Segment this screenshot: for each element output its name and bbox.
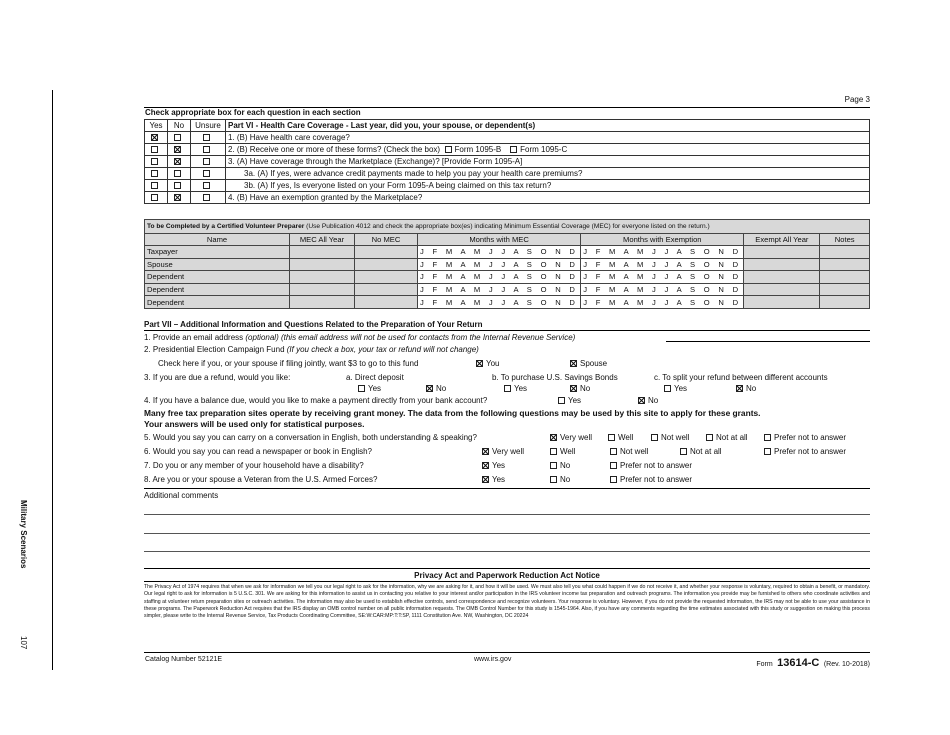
q7-1-note: (optional) (this email address will not be used for contacts from the Internal Revenue Service)	[245, 333, 576, 342]
mec-header-no-mec: No MEC	[355, 234, 418, 246]
bonds-yes-checkbox[interactable]	[504, 385, 511, 392]
deposit-yes-checkbox[interactable]	[358, 385, 365, 392]
split-yes-label: Yes	[674, 384, 688, 393]
veteran-yes-label: Yes	[492, 475, 506, 484]
read-well-checkbox[interactable]	[550, 448, 557, 455]
health-care-table	[144, 119, 870, 204]
disability-no-checkbox[interactable]	[550, 462, 557, 469]
disability-yes-checkbox[interactable]	[482, 462, 489, 469]
q4-unsure-checkbox[interactable]	[203, 194, 210, 201]
mec-row-taxpayer: Taxpayer	[145, 246, 290, 259]
col-unsure: Unsure	[191, 120, 226, 132]
deposit-yes-label: Yes	[368, 384, 382, 393]
comment-line[interactable]	[144, 514, 870, 515]
bank-yes-checkbox[interactable]	[558, 397, 565, 404]
mec-header-notes: Notes	[820, 234, 870, 246]
read-very-well-checkbox[interactable]	[482, 448, 489, 455]
q7-8-label: 8. Are you or your spouse a Veteran from the U.S. Armed Forces?	[144, 475, 378, 484]
bank-no-checkbox[interactable]	[638, 397, 645, 404]
grants-notice-2: Your answers will be used only for statistical purposes.	[144, 419, 365, 429]
form-1095c-checkbox[interactable]	[510, 146, 517, 153]
mec-row-dependent: Dependent	[145, 296, 290, 309]
q3a-unsure-checkbox[interactable]	[203, 170, 210, 177]
exemption-months[interactable]: J F M A M J J A S O N D	[581, 271, 744, 284]
exemption-months[interactable]: J F M A M J J A S O N D	[581, 283, 744, 296]
q2-text: 2. (B) Receive one or more of these forms? (Check the box)	[228, 145, 441, 154]
form-1095b-label: Form 1095-B	[454, 145, 502, 154]
q1-unsure-checkbox[interactable]	[203, 134, 210, 141]
q2-no-checkbox[interactable]	[174, 146, 181, 153]
irs-url[interactable]: www.irs.gov	[474, 656, 512, 663]
q1-yes-checkbox[interactable]	[151, 134, 158, 141]
split-yes-checkbox[interactable]	[664, 385, 671, 392]
savings-bonds-label: b. To purchase U.S. Savings Bonds	[492, 373, 618, 382]
mec-header-exempt-all-year: Exempt All Year	[744, 234, 820, 246]
q7-2-note: (If you check a box, your tax or refund will not change)	[286, 345, 479, 354]
campaign-fund-text: Check here if you, or your spouse if filing jointly, want $3 to go to this fund	[158, 359, 419, 368]
q7-1-label: 1. Provide an email address	[144, 333, 246, 342]
q7-7-label: 7. Do you or any member of your household have a disability?	[144, 461, 364, 470]
q2-unsure-checkbox[interactable]	[203, 146, 210, 153]
instruction: Check appropriate box for each question in each section	[145, 108, 361, 117]
campaign-you-checkbox[interactable]	[476, 360, 483, 367]
q3a-no-checkbox[interactable]	[174, 170, 181, 177]
veteran-no-label: No	[560, 475, 571, 484]
privacy-title: Privacy Act and Paperwork Reduction Act Notice	[414, 571, 600, 580]
campaign-spouse-checkbox[interactable]	[570, 360, 577, 367]
bonds-yes-label: Yes	[514, 384, 528, 393]
part7-title: Part VII – Additional Information and Questions Related to the Preparation of Your Return	[144, 320, 483, 329]
q2-yes-checkbox[interactable]	[151, 146, 158, 153]
split-no-label: No	[746, 384, 757, 393]
disability-prefer-label: Prefer not to answer	[620, 461, 693, 470]
read-very-well-label: Very well	[492, 447, 525, 456]
q7-3-label: 3. If you are due a refund, would you like:	[144, 373, 291, 382]
veteran-prefer-checkbox[interactable]	[610, 476, 617, 483]
deposit-no-checkbox[interactable]	[426, 385, 433, 392]
col-no: No	[168, 120, 191, 132]
mec-header-all-year: MEC All Year	[290, 234, 355, 246]
q7-6-label: 6. Would you say you can read a newspaper or book in English?	[144, 447, 372, 456]
split-refund-label: c. To split your refund between different accounts	[654, 373, 828, 382]
part6-title: Part VI - Health Care Coverage - Last year, did you, your spouse, or dependent(s)	[226, 120, 870, 132]
conv-prefer-checkbox[interactable]	[764, 434, 771, 441]
read-well-label: Well	[560, 447, 576, 456]
disability-no-label: No	[560, 461, 571, 470]
mec-header-months-mec: Months with MEC	[418, 234, 581, 246]
conv-very-well-checkbox[interactable]	[550, 434, 557, 441]
mec-row-dependent: Dependent	[145, 271, 290, 284]
conv-not-well-checkbox[interactable]	[651, 434, 658, 441]
form-1095c-label: Form 1095-C	[520, 145, 568, 154]
mec-table	[144, 219, 870, 309]
q3a-text: 3a. (A) If yes, were advance credit payments made to help you pay your health care premiums?	[226, 168, 870, 180]
read-prefer-label: Prefer not to answer	[774, 447, 847, 456]
q3a-yes-checkbox[interactable]	[151, 170, 158, 177]
q3b-text: 3b. (A) If yes, Is everyone listed on your Form 1095-A being claimed on this tax return?	[226, 180, 870, 192]
comment-line[interactable]	[144, 551, 870, 552]
read-prefer-checkbox[interactable]	[764, 448, 771, 455]
conv-not-at-all-checkbox[interactable]	[706, 434, 713, 441]
q4-no-checkbox[interactable]	[174, 194, 181, 201]
mec-header-name: Name	[145, 234, 290, 246]
campaign-you-label: You	[486, 359, 500, 368]
campaign-spouse-label: Spouse	[580, 359, 608, 368]
email-input-line[interactable]	[666, 341, 870, 342]
read-not-at-all-checkbox[interactable]	[680, 448, 687, 455]
comment-line[interactable]	[144, 533, 870, 534]
veteran-yes-checkbox[interactable]	[482, 476, 489, 483]
mec-months[interactable]: J F M A M J J A S O N D	[418, 283, 581, 296]
mec-row-dependent: Dependent	[145, 283, 290, 296]
page-number: Page 3	[844, 95, 870, 104]
mec-lead: To be Completed by a Certified Volunteer Preparer (Use Publication 4012 and check the appropriate box(es) indicating Minimum Essential Coverage (MEC) for everyone listed on the return.)	[145, 220, 870, 234]
catalog-number: Catalog Number 52121E	[145, 656, 223, 663]
read-not-at-all-label: Not at all	[690, 447, 722, 456]
q3-text: 3. (A) Have coverage through the Marketplace (Exchange)? [Provide Form 1095-A]	[226, 156, 870, 168]
margin-rule	[52, 90, 53, 670]
q7-2-label: 2. Presidential Election Campaign Fund	[144, 345, 287, 354]
col-yes: Yes	[145, 120, 168, 132]
grants-notice: Many free tax preparation sites operate by receiving grant money. The data from the following questions may be used by this site to apply for these grants.	[144, 408, 761, 418]
side-page-number: 107	[19, 636, 28, 650]
bank-yes-label: Yes	[568, 396, 582, 405]
form-1095b-checkbox[interactable]	[445, 146, 452, 153]
direct-deposit-label: a. Direct deposit	[346, 373, 404, 382]
conv-prefer-label: Prefer not to answer	[774, 433, 847, 442]
form-id: Form 13614-C (Rev. 10-2018)	[756, 657, 870, 669]
q3b-no-checkbox[interactable]	[174, 182, 181, 189]
q4-text: 4. (B) Have an exemption granted by the Marketplace?	[226, 192, 870, 204]
bonds-no-label: No	[580, 384, 591, 393]
q1-no-checkbox[interactable]	[174, 134, 181, 141]
split-no-checkbox[interactable]	[736, 385, 743, 392]
exemption-months[interactable]: J F M A M J J A S O N D	[581, 258, 744, 271]
veteran-prefer-label: Prefer not to answer	[620, 475, 693, 484]
q3b-unsure-checkbox[interactable]	[203, 182, 210, 189]
read-not-well-checkbox[interactable]	[610, 448, 617, 455]
q7-5-label: 5. Would you say you can carry on a conversation in English, both understanding & speaking?	[144, 433, 477, 442]
q4-yes-checkbox[interactable]	[151, 194, 158, 201]
conv-well-checkbox[interactable]	[608, 434, 615, 441]
bonds-no-checkbox[interactable]	[570, 385, 577, 392]
form-13614c-page3	[144, 92, 870, 670]
q7-4-label: 4. If you have a balance due, would you like to make a payment directly from your bank account?	[144, 396, 488, 405]
mec-months[interactable]: J F M A M J J A S O N D	[418, 296, 581, 309]
exemption-months[interactable]: J F M A M J J A S O N D	[581, 296, 744, 309]
exemption-months[interactable]: J F M A M J J A S O N D	[581, 246, 744, 259]
q1-text: 1. (B) Have health care coverage?	[226, 132, 870, 144]
comments-label: Additional comments	[144, 491, 219, 500]
mec-months[interactable]: J F M A M J J A S O N D	[418, 246, 581, 259]
disability-yes-label: Yes	[492, 461, 506, 470]
read-not-well-label: Not well	[620, 447, 649, 456]
mec-header-months-exemption: Months with Exemption	[581, 234, 744, 246]
privacy-body: The Privacy Act of 1974 requires that when we ask for information we tell you our legal right to ask for the information, why we are asking for it, and how it will be used. We must also tell you what could happen if we do not receive it, and whether your response is voluntary, required to obtain a benefit, or mandatory. Our legal right to ask for information is 5 U.S.C. 301. We are asking for this information to assist us in contacting you relative to your interest and/or participation in the IRS volunteer income tax preparation and outreach programs. The information you provide may be furnished to others who coordinate activities and staffing at volunteer return preparation sites or outreach activities. The information may also be used to establish effective controls, send correspondence and recognize volunteers. Your response is voluntary. However, if you do not provide the requested information, the IRS may not be able to use your assistance in these programs. The Paperwork Reduction Act requires that the IRS display an OMB control number on all public information requests. The OMB Control Number for this study is 1545-1964. Also, if you have any comments regarding the time estimates associated with this study or suggestion on making this process simpler, please write to the Internal Revenue Service, Tax Products Coordinating Committee, SE:W:CAR:MP:T:T:SP, 1111 Constitution Ave. NW, Washington, DC 20224	[144, 584, 870, 620]
deposit-no-label: No	[436, 384, 447, 393]
conv-well-label: Well	[618, 433, 634, 442]
side-section-label: Military Scenarios	[19, 500, 28, 569]
q3b-yes-checkbox[interactable]	[151, 182, 158, 189]
mec-row-spouse: Spouse	[145, 258, 290, 271]
conv-not-at-all-label: Not at all	[716, 433, 748, 442]
q3-no-checkbox[interactable]	[174, 158, 181, 165]
bank-no-label: No	[648, 396, 659, 405]
mec-months[interactable]: J F M A M J J A S O N D	[418, 271, 581, 284]
q3-unsure-checkbox[interactable]	[203, 158, 210, 165]
veteran-no-checkbox[interactable]	[550, 476, 557, 483]
conv-not-well-label: Not well	[661, 433, 690, 442]
q3-yes-checkbox[interactable]	[151, 158, 158, 165]
conv-very-well-label: Very well	[560, 433, 593, 442]
mec-months[interactable]: J F M A M J J A S O N D	[418, 258, 581, 271]
disability-prefer-checkbox[interactable]	[610, 462, 617, 469]
